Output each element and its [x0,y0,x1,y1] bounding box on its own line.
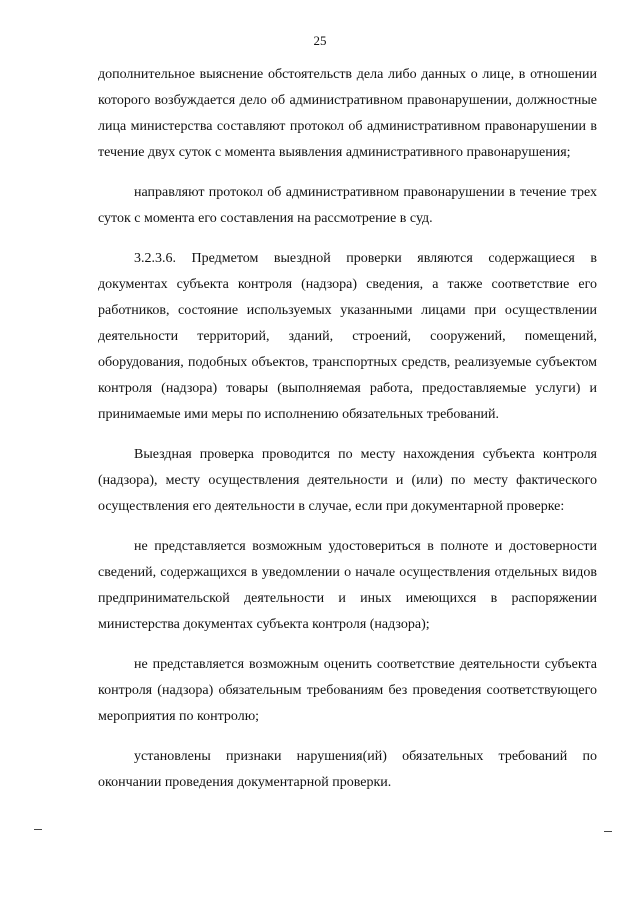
paragraph-2: направляют протокол об административном правонарушении в течение трех суток с момента его составления на рассмотрение в суд. [98,185,597,226]
paragraph-6: не представляется возможным оценить соответствие деятельности субъекта контроля (надзора) обязательным требованиям без проведения соответствующего мероприятия по контролю; [98,657,597,724]
paragraph-7: установлены признаки нарушения(ий) обязательных требований по окончании проведения документарной проверки. [98,749,597,790]
right-margin-mark [604,831,612,832]
paragraph-5: не представляется возможным удостовериться в полноте и достоверности сведений, содержащихся в уведомлении о начале осуществления отдельных видов предпринимательской деятельности и иных имеющихся в распоряжении министерства документах субъекта контроля (надзора); [98,539,597,632]
paragraph-1: дополнительное выяснение обстоятельств дела либо данных о лице, в отношении которого возбуждается дело об административном правонарушении, должностные лица министерства составляют протокол об административном правонарушении в течение двух суток с момента выявления административного правонарушения; [98,67,597,160]
page-number: 25 [313,33,327,48]
left-margin-mark [34,829,42,830]
paragraph-4: Выездная проверка проводится по месту нахождения субъекта контроля (надзора), месту осуществления деятельности и (или) по месту фактического осуществления его деятельности в случае, если при документарной проверке: [98,447,597,514]
paragraph-3: 3.2.3.6. Предметом выездной проверки являются содержащиеся в документах субъекта контроля (надзора) сведения, а также соответствие его работников, состояние используемых указанными лицами при осуществлении деятельности территорий, зданий, строений, сооружений, помещений, оборудования, подобных объектов, транспортных средств, реализуемые субъектом контроля (надзора) товары (выполняемая работа, предоставляемые услуги) и принимаемые ими меры по исполнению обязательных требований. [98,251,597,422]
document-body [98,62,597,796]
